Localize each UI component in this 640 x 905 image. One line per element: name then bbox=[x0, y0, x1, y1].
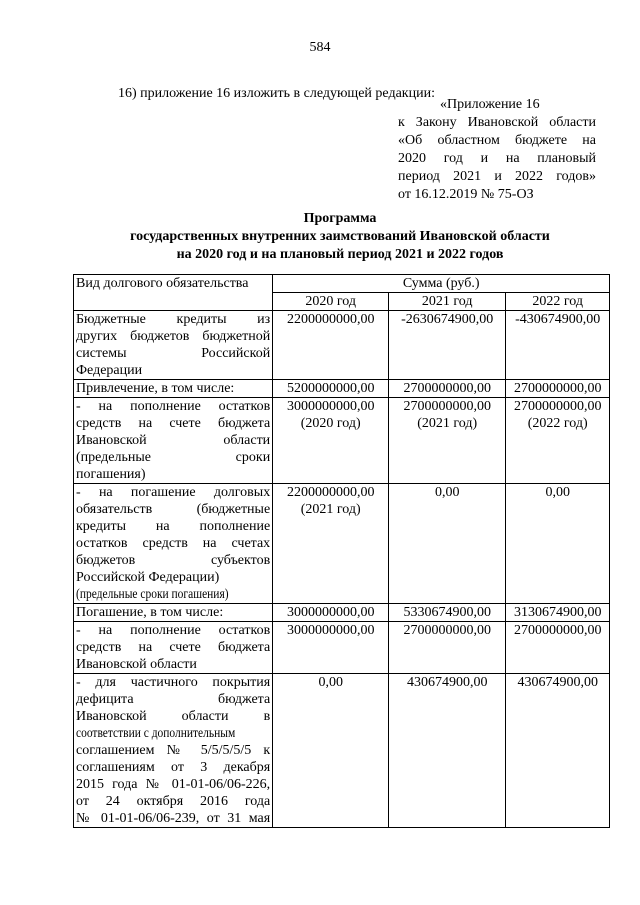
document-title bbox=[60, 210, 620, 264]
value-2022: -430674900,00 bbox=[506, 311, 610, 380]
appendix-line: период 2021 и 2022 годов» bbox=[398, 169, 596, 184]
value-2022 bbox=[506, 398, 610, 484]
value-amount: 2700000000,00 bbox=[513, 399, 602, 414]
table-row bbox=[74, 674, 610, 828]
table-row bbox=[74, 398, 610, 484]
value-2021: 5330674900,00 bbox=[389, 604, 506, 622]
value-2022: 430674900,00 bbox=[506, 674, 610, 828]
appendix-reference bbox=[398, 96, 596, 204]
value-2022: 0,00 bbox=[506, 484, 610, 604]
header-year: 2022 год bbox=[506, 293, 610, 311]
intro-text: 16) приложение 16 изложить в следующей редакции: bbox=[118, 86, 435, 101]
value-amount: 2700000000,00 bbox=[403, 399, 491, 414]
table-row bbox=[74, 604, 610, 622]
value-2020: 2200000000,00 bbox=[273, 311, 389, 380]
table-row bbox=[74, 380, 610, 398]
header-obligation-type: Вид долгового обязательства bbox=[74, 275, 273, 311]
table-row bbox=[74, 311, 610, 380]
appendix-line: к Закону Ивановской области bbox=[398, 115, 596, 130]
appendix-line: 2020 год и на плановый bbox=[398, 151, 596, 166]
row-description: - на пополнение остатков средств на счете бюджета Ивановской области (предельные сроки погашения) bbox=[74, 398, 273, 484]
table-row bbox=[74, 622, 610, 674]
appendix-line: от 16.12.2019 № 75-ОЗ bbox=[398, 187, 534, 202]
value-2020: 3000000000,00 bbox=[273, 622, 389, 674]
title-line: государственных внутренних заимствований Ивановской области bbox=[130, 229, 550, 244]
value-2021: 430674900,00 bbox=[389, 674, 506, 828]
value-2021: 2700000000,00 bbox=[389, 622, 506, 674]
value-2021: 0,00 bbox=[389, 484, 506, 604]
appendix-line: «Приложение 16 bbox=[440, 97, 540, 112]
value-term-note: (2021 год) bbox=[417, 416, 478, 431]
value-2020: 5200000000,00 bbox=[273, 380, 389, 398]
table-row bbox=[74, 484, 610, 604]
borrowing-table bbox=[73, 274, 610, 828]
value-term-note: (2020 год) bbox=[300, 416, 361, 431]
value-2020 bbox=[273, 484, 389, 604]
header-year: 2021 год bbox=[389, 293, 506, 311]
value-2020 bbox=[273, 398, 389, 484]
value-term-note: (2022 год) bbox=[527, 416, 588, 431]
appendix-line: «Об областном бюджете на bbox=[398, 133, 596, 148]
row-description: - на пополнение остатков средств на счете бюджета Ивановской области bbox=[74, 622, 273, 674]
title-line: на 2020 год и на плановый период 2021 и 2022 годов bbox=[176, 247, 504, 262]
row-description: - на погашение долговых обязательств (бюджетные кредиты на пополнение остатков средств на счетах бюджетов субъектов Российской Федерации) (предельные сроки погашения) bbox=[74, 484, 273, 604]
row-description: Погашение, в том числе: bbox=[74, 604, 273, 622]
value-2021: -2630674900,00 bbox=[389, 311, 506, 380]
row-description: Бюджетные кредиты из других бюджетов бюджетной системы Российской Федерации bbox=[74, 311, 273, 380]
value-2022: 2700000000,00 bbox=[506, 622, 610, 674]
value-2020: 3000000000,00 bbox=[273, 604, 389, 622]
value-2021 bbox=[389, 398, 506, 484]
row-description: Привлечение, в том числе: bbox=[74, 380, 273, 398]
value-2020: 0,00 bbox=[273, 674, 389, 828]
header-sum: Сумма (руб.) bbox=[273, 275, 610, 293]
row-description: - для частичного покрытия дефицита бюджета Ивановской области в соответствии с дополнительным соглашением № 5/5/5/5/5 к соглашениям от 3 декабря 2015 года № 01-01-06/06-226, от 24 октября 2016 года № 01-01-06/06-239, от 31 мая bbox=[74, 674, 273, 828]
value-term-note: (2021 год) bbox=[300, 502, 361, 517]
header-year: 2020 год bbox=[273, 293, 389, 311]
value-amount: 3000000000,00 bbox=[286, 399, 375, 414]
page-number: 584 bbox=[309, 40, 331, 55]
value-2022: 3130674900,00 bbox=[506, 604, 610, 622]
title-line: Программа bbox=[303, 211, 377, 226]
value-2022: 2700000000,00 bbox=[506, 380, 610, 398]
value-amount: 2200000000,00 bbox=[286, 485, 375, 500]
value-2021: 2700000000,00 bbox=[389, 380, 506, 398]
